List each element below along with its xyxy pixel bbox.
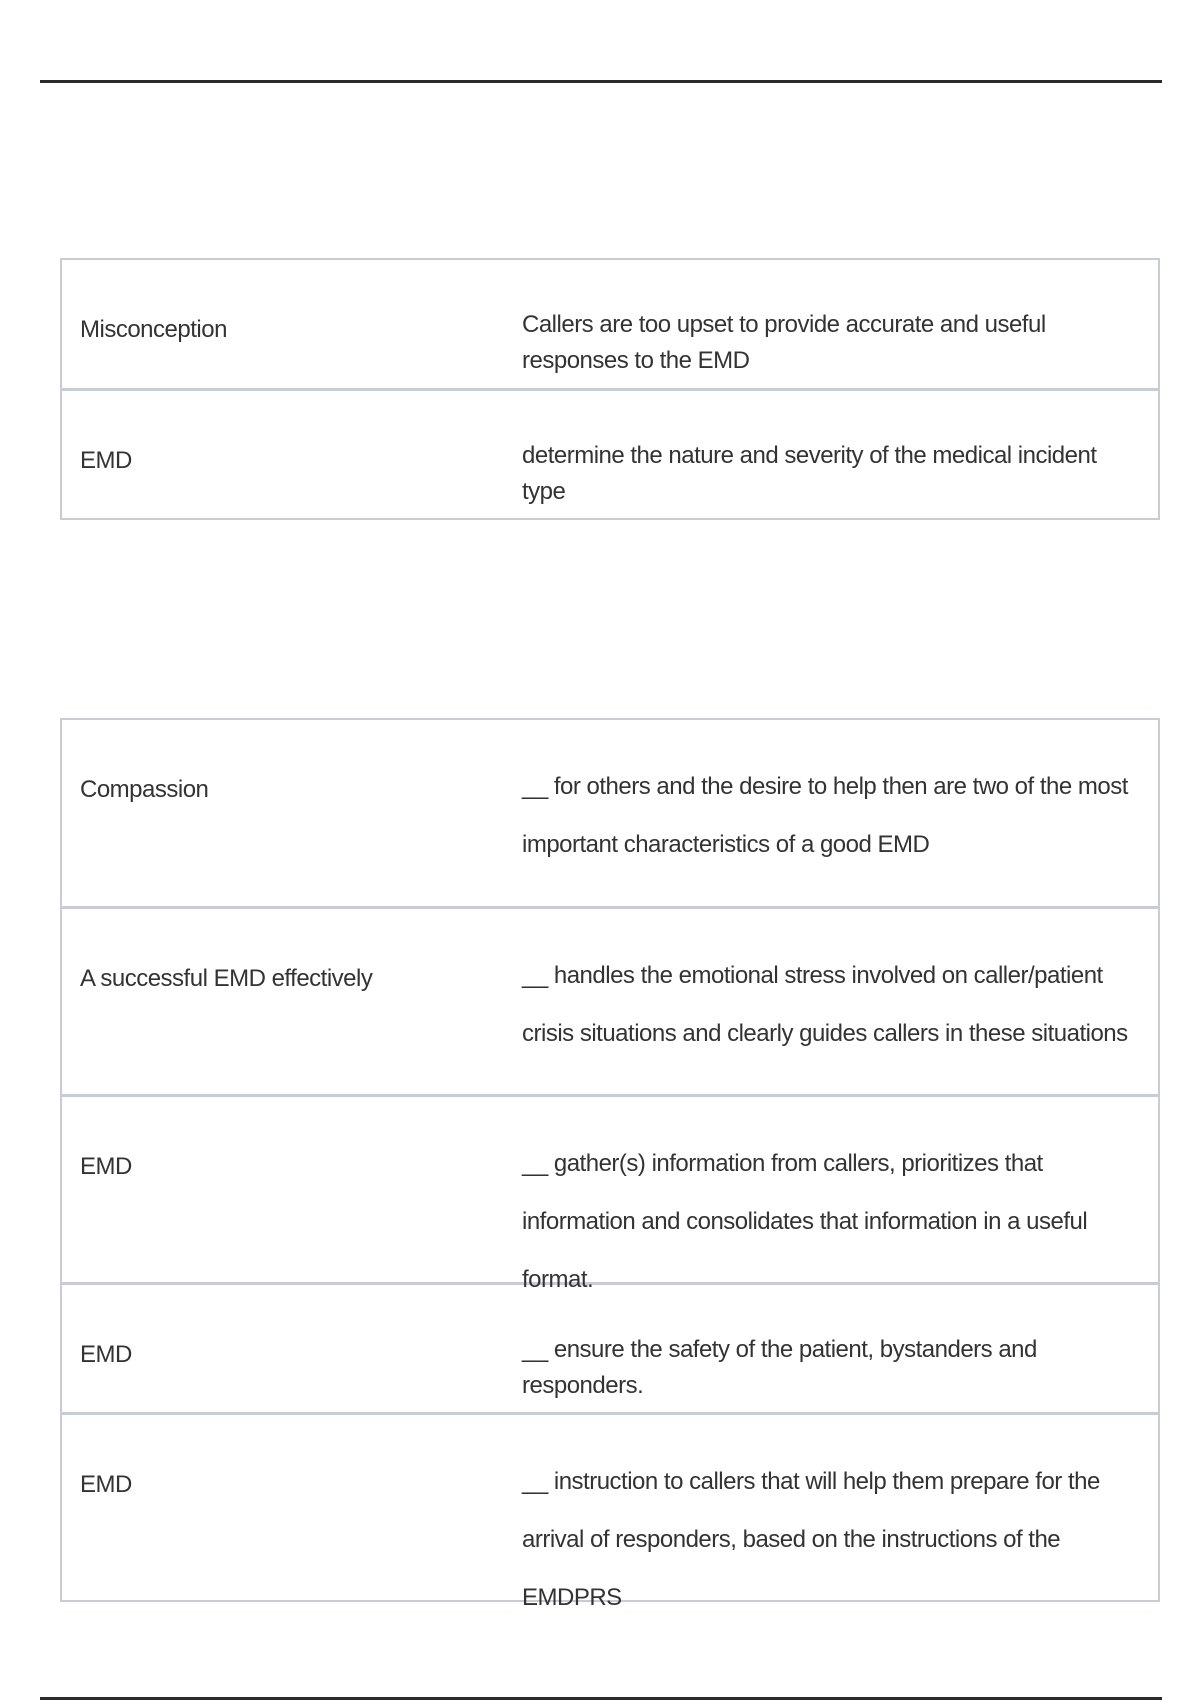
table-row [62, 906, 1158, 1094]
term-cell: Compassion [80, 776, 209, 803]
definition-cell: __ gather(s) information from callers, prioritizes that information and consolidates that information in a useful format. [522, 1150, 1088, 1293]
definition-cell: __ ensure the safety of the patient, bystanders and responders. [522, 1336, 1037, 1399]
term-cell: EMD [80, 447, 132, 474]
definition-cell: Callers are too upset to provide accurate and useful responses to the EMD [522, 311, 1046, 374]
table-row [62, 388, 1158, 518]
table-row [62, 1282, 1158, 1412]
table-row [62, 1094, 1158, 1293]
term-cell: Misconception [80, 316, 227, 343]
term-cell: A successful EMD effectively [80, 965, 373, 992]
term-cell: EMD [80, 1471, 132, 1498]
definition-cell: __ instruction to callers that will help them prepare for the arrival of responders, based on the instructions of the EMDPRS [522, 1468, 1100, 1611]
table-row [62, 260, 1158, 388]
term-cell: EMD [80, 1153, 132, 1180]
table-row [62, 720, 1158, 906]
flashcard-table-1 [60, 258, 1160, 520]
top-divider [40, 80, 1162, 83]
definition-cell: __ for others and the desire to help then are two of the most important characteristics of a good EMD [522, 773, 1128, 858]
flashcard-table-2 [60, 718, 1160, 1611]
definition-cell: determine the nature and severity of the medical incident type [522, 442, 1097, 505]
definition-cell: __ handles the emotional stress involved on caller/patient crisis situations and clearly guides callers in these situations [522, 962, 1128, 1047]
term-cell: EMD [80, 1341, 132, 1368]
table-row [62, 1412, 1158, 1611]
